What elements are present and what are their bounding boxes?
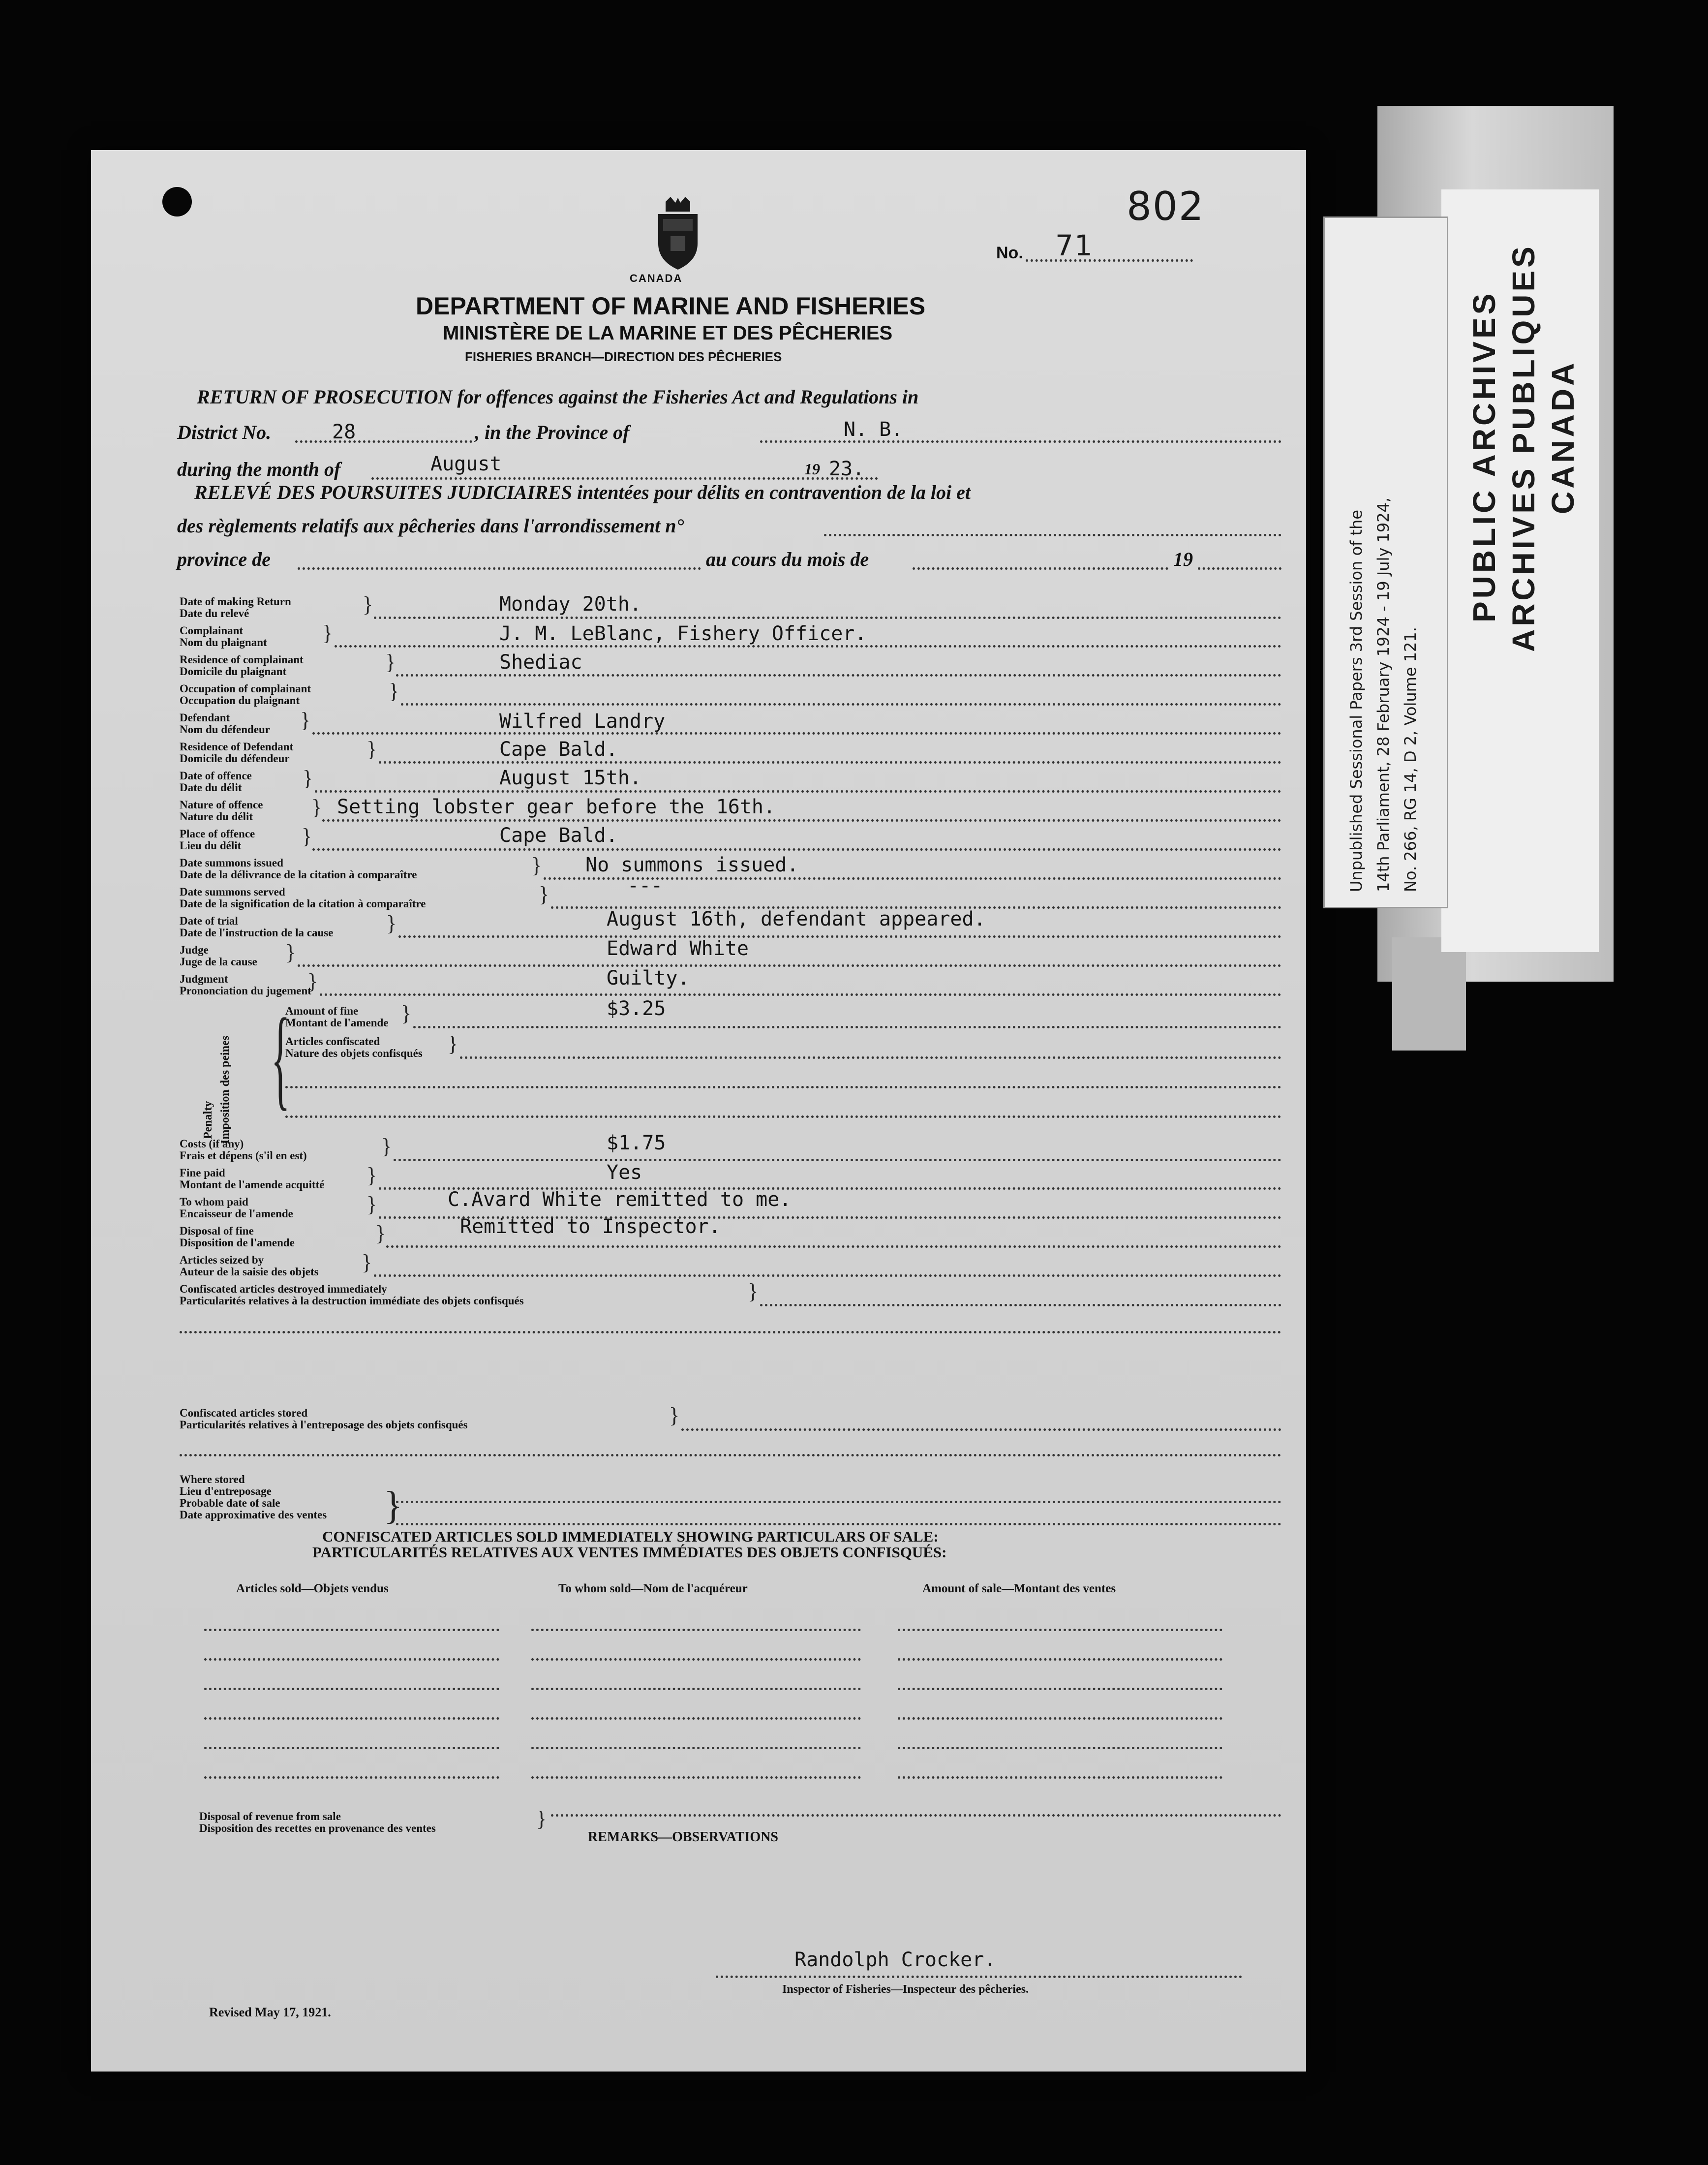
field-label-fr: Domicile du plaignant xyxy=(180,665,287,678)
sold-header-en: CONFISCATED ARTICLES SOLD IMMEDIATELY SHOWING PARTICULARS OF SALE: xyxy=(322,1528,939,1545)
field-value: Cape Bald. xyxy=(499,738,618,761)
field-label-en: Costs (if any) xyxy=(180,1138,244,1150)
stored-label-fr: Particularités relatives à l'entreposage des objets confisqués xyxy=(180,1419,468,1431)
province-label: , in the Province of xyxy=(475,421,630,443)
province-value: N. B. xyxy=(844,418,903,441)
brace: } xyxy=(363,592,373,617)
brace: } xyxy=(300,708,311,732)
brace: } xyxy=(322,621,333,645)
field-line xyxy=(374,617,1281,619)
sold-line xyxy=(898,1688,1222,1690)
intro-fr-line-3b: au cours du mois de xyxy=(706,548,869,570)
field-label-en: Date of offence xyxy=(180,770,252,782)
field-line xyxy=(320,993,1281,996)
field-value: Wilfred Landry xyxy=(499,710,666,733)
stored-label-en: Confiscated articles stored xyxy=(180,1407,308,1419)
field-label-en: Judge xyxy=(180,944,209,956)
year-value: 23. xyxy=(829,458,865,480)
sold-line xyxy=(531,1629,861,1631)
brace: } xyxy=(362,1250,372,1274)
district-value: 28 xyxy=(332,421,356,443)
archive-handwritten-label xyxy=(1323,216,1448,908)
signature-name: Randolph Crocker. xyxy=(794,1948,996,1971)
field-value: Yes xyxy=(607,1161,642,1184)
field-value: C.Avard White remitted to me. xyxy=(448,1188,792,1211)
field-label-fr: Date de la délivrance de la citation à comparaître xyxy=(180,868,417,881)
district-label: District No. xyxy=(177,421,272,443)
fine-line xyxy=(413,1026,1281,1028)
field-label-fr: Nature du délit xyxy=(180,810,253,823)
field-line xyxy=(396,674,1281,677)
form-number-value: 71 xyxy=(1055,229,1094,262)
articles-line-2 xyxy=(285,1086,1281,1088)
field-line xyxy=(335,645,1281,648)
field-label-en: Articles seized by xyxy=(180,1254,264,1266)
brace: } xyxy=(307,969,318,993)
field-label-fr: Montant de l'amende acquitté xyxy=(180,1178,325,1191)
field-label-fr: Nom du défendeur xyxy=(180,723,271,736)
archive-stamp-panel xyxy=(1441,189,1599,952)
sold-line xyxy=(204,1688,499,1690)
field-label-en: Date of making Return xyxy=(180,595,291,608)
field-label-fr: Date du délit xyxy=(180,781,242,794)
field-label-en: Occupation of complainant xyxy=(180,682,311,695)
sold-col-buyer: To whom sold—Nom de l'acquéreur xyxy=(558,1582,748,1595)
field-value: --- xyxy=(627,874,663,897)
sale-date-label-en: Probable date of sale xyxy=(180,1497,280,1509)
brace: } xyxy=(381,1134,392,1158)
dept-title-en: DEPARTMENT OF MARINE AND FISHERIES xyxy=(416,292,926,320)
brace: } xyxy=(375,1221,386,1245)
field-label-fr: Date du relevé xyxy=(180,607,249,619)
sold-line xyxy=(898,1717,1222,1720)
field-label-en: Complainant xyxy=(180,624,244,637)
form-number-label: No. xyxy=(996,244,1023,262)
field-line xyxy=(386,1245,1281,1248)
sold-line xyxy=(898,1658,1222,1661)
sold-col-articles: Articles sold—Objets vendus xyxy=(236,1582,389,1595)
brace: } xyxy=(536,1807,547,1831)
brace: } xyxy=(669,1403,680,1427)
sold-line xyxy=(204,1776,499,1779)
year-prefix: 19 xyxy=(804,460,820,478)
destroyed-line-2 xyxy=(180,1331,1281,1333)
brace: } xyxy=(303,766,313,790)
field-value: Edward White xyxy=(607,937,749,960)
intro-en-line: RETURN OF PROSECUTION for offences against the Fisheries Act and Regulations in xyxy=(197,386,919,408)
form-number-line xyxy=(1026,259,1193,262)
articles-line-3 xyxy=(285,1115,1281,1118)
field-value: August 15th. xyxy=(499,767,641,789)
brace: } xyxy=(366,1163,377,1187)
month-value: August xyxy=(430,453,502,475)
revenue-label-en: Disposal of revenue from sale xyxy=(199,1810,341,1823)
signature-line xyxy=(716,1976,1242,1978)
sold-col-amount: Amount of sale—Montant des ventes xyxy=(922,1582,1116,1595)
penalty-vertical-fr: Imposition des peines xyxy=(219,1035,232,1144)
sold-line xyxy=(531,1658,861,1661)
brace: } xyxy=(539,882,549,906)
field-label-fr: Occupation du plaignant xyxy=(180,694,300,707)
province-fr-line xyxy=(298,567,701,570)
fine-value: $3.25 xyxy=(607,997,666,1020)
sold-line xyxy=(531,1717,861,1720)
field-label-fr: Domicile du défendeur xyxy=(180,752,290,765)
field-label-fr: Auteur de la saisie des objets xyxy=(180,1266,319,1278)
where-label-en: Where stored xyxy=(180,1473,245,1485)
field-value: $1.75 xyxy=(607,1132,666,1154)
field-line xyxy=(394,1159,1281,1161)
sold-line xyxy=(531,1747,861,1749)
field-value: Cape Bald. xyxy=(499,824,618,847)
field-label-fr: Date de la signification de la citation à comparaître xyxy=(180,897,426,910)
province-line xyxy=(760,440,1281,443)
signature-title: Inspector of Fisheries—Inspecteur des pêcheries. xyxy=(782,1983,1029,1996)
where-line xyxy=(396,1501,1281,1503)
brace: } xyxy=(448,1032,458,1056)
brace: } xyxy=(401,1001,412,1025)
field-line xyxy=(374,1274,1281,1277)
sold-line xyxy=(204,1629,499,1631)
sold-header-fr: PARTICULARITÉS RELATIVES AUX VENTES IMMÉDIATES DES OBJETS CONFISQUÉS: xyxy=(312,1544,947,1561)
field-line xyxy=(298,964,1281,967)
revenue-label-fr: Disposition des recettes en provenance des ventes xyxy=(199,1822,436,1834)
field-label-en: Nature of offence xyxy=(180,799,263,811)
field-value: Monday 20th. xyxy=(499,593,641,616)
field-label-en: Residence of Defendant xyxy=(180,741,294,753)
field-line xyxy=(312,732,1281,735)
stamp-number: 802 xyxy=(1127,184,1205,229)
destroyed-line-1 xyxy=(760,1304,1281,1306)
field-label-en: Place of offence xyxy=(180,828,255,840)
stored-line-1 xyxy=(681,1428,1281,1431)
field-line xyxy=(322,819,1281,822)
field-value: August 16th, defendant appeared. xyxy=(607,908,986,930)
district-line xyxy=(295,440,472,443)
field-line xyxy=(312,848,1281,851)
brace: } xyxy=(389,679,399,703)
destroyed-label-fr: Particularités relatives à la destruction immédiate des objets confisqués xyxy=(180,1295,524,1307)
field-label-en: Date summons served xyxy=(180,886,285,898)
field-label-fr: Encaisseur de l'amende xyxy=(180,1207,293,1220)
field-label-fr: Lieu du délit xyxy=(180,839,242,852)
intro-fr-line-3a: province de xyxy=(177,548,271,570)
field-label-en: Defendant xyxy=(180,711,230,724)
arrondissement-line xyxy=(824,534,1281,536)
mois-line xyxy=(913,567,1168,570)
brace: } xyxy=(386,911,397,935)
field-line xyxy=(401,703,1281,706)
field-label-fr: Prononciation du jugement xyxy=(180,985,311,997)
field-label-fr: Date de l'instruction de la cause xyxy=(180,927,334,939)
field-line xyxy=(315,790,1281,793)
brace: } xyxy=(311,795,322,819)
revised-note: Revised May 17, 1921. xyxy=(209,2005,331,2019)
articles-line-1 xyxy=(460,1056,1281,1059)
articles-label-en: Articles confiscated xyxy=(285,1035,380,1048)
field-value: J. M. LeBlanc, Fishery Officer. xyxy=(499,622,867,645)
revenue-line xyxy=(551,1814,1281,1817)
brace: } xyxy=(384,1484,403,1527)
destroyed-label-en: Confiscated articles destroyed immediately xyxy=(180,1283,387,1295)
intro-fr-line-3c: 19 xyxy=(1173,548,1193,570)
dept-title-fr: MINISTÈRE DE LA MARINE ET DES PÊCHERIES xyxy=(443,322,893,344)
archive-note-line2: 14th Parliament, 28 February 1924 - 19 July 1924, xyxy=(1374,497,1393,892)
stored-line-2 xyxy=(180,1454,1281,1456)
intro-fr-line-1: RELEVÉ DES POURSUITES JUDICIAIRES intentées pour délits en contravention de la loi et xyxy=(194,481,971,503)
penalty-vertical-en: Penalty xyxy=(202,1101,214,1139)
canada-crest-icon xyxy=(651,197,705,273)
fine-label-en: Amount of fine xyxy=(285,1005,359,1017)
field-line xyxy=(379,761,1281,764)
sold-line xyxy=(898,1747,1222,1749)
archive-label-line1: PUBLIC ARCHIVES xyxy=(1466,290,1502,622)
crest-label: CANADA xyxy=(630,272,683,284)
fine-label-fr: Montant de l'amende xyxy=(285,1017,389,1029)
archive-note-line1: Unpublished Sessional Papers 3rd Session of the xyxy=(1347,510,1366,892)
penalty-brace: { xyxy=(271,995,290,1120)
brace: } xyxy=(531,853,542,877)
brace: } xyxy=(366,737,377,761)
field-value: Remitted to Inspector. xyxy=(460,1215,721,1238)
field-label-fr: Nom du plaignant xyxy=(180,636,267,649)
archive-note-line3: No. 266, RG 14, D 2, Volume 121. xyxy=(1401,627,1420,892)
punch-hole xyxy=(162,187,192,216)
archive-clip xyxy=(1392,937,1466,1051)
field-value: Guilty. xyxy=(607,967,690,990)
month-line xyxy=(371,477,878,480)
brace: } xyxy=(385,650,396,674)
field-label-en: To whom paid xyxy=(180,1196,248,1208)
archive-label-line3: CANADA xyxy=(1545,360,1581,514)
field-label-fr: Frais et dépens (s'il en est) xyxy=(180,1149,307,1162)
sold-line xyxy=(898,1776,1222,1779)
brace: } xyxy=(366,1192,377,1216)
where-label-fr: Lieu d'entreposage xyxy=(180,1485,272,1497)
field-label-fr: Juge de la cause xyxy=(180,956,257,968)
field-label-en: Date of trial xyxy=(180,915,238,927)
sale-date-line xyxy=(396,1523,1281,1525)
field-value: Shediac xyxy=(499,651,582,674)
brace: } xyxy=(302,824,312,848)
field-label-en: Fine paid xyxy=(180,1167,225,1179)
annee-line xyxy=(1198,567,1281,570)
field-value: No summons issued. xyxy=(585,854,799,876)
sold-line xyxy=(898,1629,1222,1631)
sold-line xyxy=(204,1717,499,1720)
brace: } xyxy=(285,940,296,964)
remarks-heading: REMARKS—OBSERVATIONS xyxy=(588,1829,778,1845)
sold-line xyxy=(204,1658,499,1661)
sale-date-label-fr: Date approximative des ventes xyxy=(180,1509,327,1521)
sold-line xyxy=(531,1776,861,1779)
field-label-en: Judgment xyxy=(180,973,228,985)
sold-line xyxy=(204,1747,499,1749)
intro-fr-line-2: des règlements relatifs aux pêcheries dans l'arrondissement n° xyxy=(177,515,684,537)
brace: } xyxy=(748,1279,759,1303)
articles-label-fr: Nature des objets confisqués xyxy=(285,1047,423,1059)
archive-label-line2: ARCHIVES PUBLIQUES xyxy=(1506,244,1541,652)
field-value: Setting lobster gear before the 16th. xyxy=(337,796,776,818)
field-label-fr: Disposition de l'amende xyxy=(180,1237,295,1249)
field-line xyxy=(398,935,1281,938)
month-label: during the month of xyxy=(177,458,341,480)
field-label-en: Residence of complainant xyxy=(180,653,304,666)
document-sheet xyxy=(91,150,1306,2072)
sold-line xyxy=(531,1688,861,1690)
field-label-en: Date summons issued xyxy=(180,857,283,869)
branch-title: FISHERIES BRANCH—DIRECTION DES PÊCHERIES xyxy=(465,349,782,364)
field-label-en: Disposal of fine xyxy=(180,1225,254,1237)
